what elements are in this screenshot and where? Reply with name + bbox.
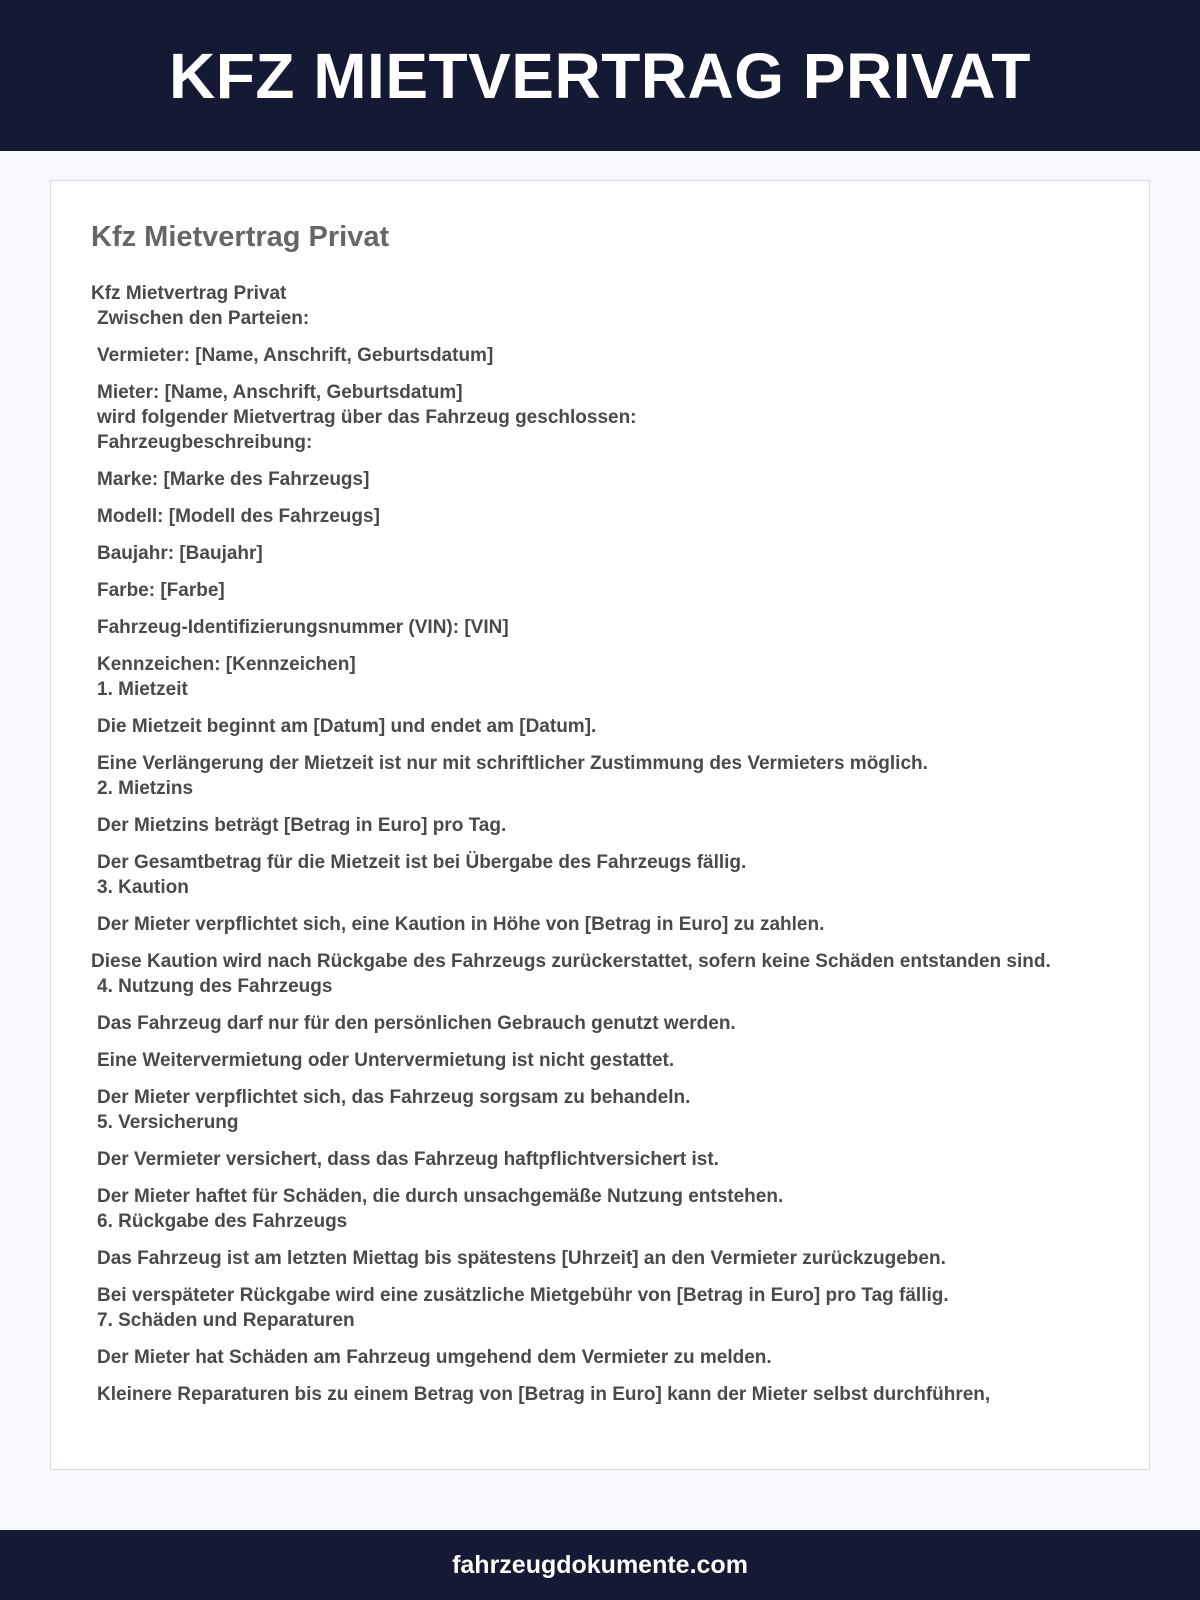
section-heading-damages: 7. Schäden und Reparaturen	[97, 1310, 355, 1331]
footer-banner	[0, 1530, 1200, 1600]
doc-line-usage-personal: Das Fahrzeug darf nur für den persönlichen Gebrauch genutzt werden.	[97, 1013, 736, 1034]
doc-line-period-extension: Eine Verlängerung der Mietzeit ist nur mit schriftlicher Zustimmung des Vermieters möglich.	[97, 753, 928, 774]
doc-line-year: Baujahr: [Baujahr]	[97, 543, 263, 564]
doc-line-color: Farbe: [Farbe]	[97, 580, 225, 601]
section-heading-deposit: 3. Kaution	[97, 877, 189, 898]
section-heading-return: 6. Rückgabe des Fahrzeugs	[97, 1211, 348, 1232]
document-card	[50, 180, 1150, 1470]
doc-line-contract-intro: wird folgender Mietvertrag über das Fahrzeug geschlossen:	[97, 407, 637, 428]
doc-line-vin: Fahrzeug-Identifizierungsnummer (VIN): [VIN]	[97, 617, 509, 638]
document-heading: Kfz Mietvertrag Privat	[91, 221, 390, 253]
doc-line-tenant: Mieter: [Name, Anschrift, Geburtsdatum]	[97, 382, 463, 403]
section-heading-insurance: 5. Versicherung	[97, 1112, 239, 1133]
section-heading-usage: 4. Nutzung des Fahrzeugs	[97, 976, 333, 997]
doc-line-insurance-liability: Der Vermieter versichert, dass das Fahrzeug haftpflichtversichert ist.	[97, 1149, 719, 1170]
doc-line-damages-report: Der Mieter hat Schäden am Fahrzeug umgehend dem Vermieter zu melden.	[97, 1347, 772, 1368]
doc-line-model: Modell: [Modell des Fahrzeugs]	[97, 506, 380, 527]
doc-line-deposit-amount: Der Mieter verpflichtet sich, eine Kaution in Höhe von [Betrag in Euro] zu zahlen.	[97, 914, 825, 935]
doc-line-plate: Kennzeichen: [Kennzeichen]	[97, 654, 356, 675]
doc-line-rent-amount: Der Mietzins beträgt [Betrag in Euro] pro Tag.	[97, 815, 507, 836]
header-banner	[0, 0, 1200, 151]
doc-line-brand: Marke: [Marke des Fahrzeugs]	[97, 469, 370, 490]
doc-line-deposit-refund: Diese Kaution wird nach Rückgabe des Fahrzeugs zurückerstattet, sofern keine Schäden entstanden sind.	[91, 951, 1051, 972]
doc-line-parties: Zwischen den Parteien:	[97, 308, 310, 329]
document-body	[91, 281, 1121, 1407]
doc-line-rent-due: Der Gesamtbetrag für die Mietzeit ist bei Übergabe des Fahrzeugs fällig.	[97, 852, 747, 873]
doc-line-title: Kfz Mietvertrag Privat	[91, 283, 287, 304]
banner-title: KFZ MIETVERTRAG PRIVAT	[169, 39, 1031, 112]
doc-line-vehicle-description: Fahrzeugbeschreibung:	[97, 432, 313, 453]
section-heading-rental-period: 1. Mietzeit	[97, 679, 188, 700]
doc-line-insurance-damage: Der Mieter haftet für Schäden, die durch unsachgemäße Nutzung entstehen.	[97, 1186, 784, 1207]
footer-site-name: fahrzeugdokumente.com	[452, 1550, 748, 1579]
doc-line-damages-repairs: Kleinere Reparaturen bis zu einem Betrag von [Betrag in Euro] kann der Mieter selbst durchführen,	[97, 1384, 991, 1405]
doc-line-landlord: Vermieter: [Name, Anschrift, Geburtsdatum]	[97, 345, 494, 366]
doc-line-usage-care: Der Mieter verpflichtet sich, das Fahrzeug sorgsam zu behandeln.	[97, 1087, 691, 1108]
section-heading-rent: 2. Mietzins	[97, 778, 194, 799]
doc-line-return-deadline: Das Fahrzeug ist am letzten Miettag bis spätestens [Uhrzeit] an den Vermieter zurückzugeben.	[97, 1248, 946, 1269]
doc-line-period-dates: Die Mietzeit beginnt am [Datum] und endet am [Datum].	[97, 716, 597, 737]
doc-line-usage-sublet: Eine Weitervermietung oder Untervermietung ist nicht gestattet.	[97, 1050, 675, 1071]
doc-line-return-late-fee: Bei verspäteter Rückgabe wird eine zusätzliche Mietgebühr von [Betrag in Euro] pro Tag fällig.	[97, 1285, 949, 1306]
